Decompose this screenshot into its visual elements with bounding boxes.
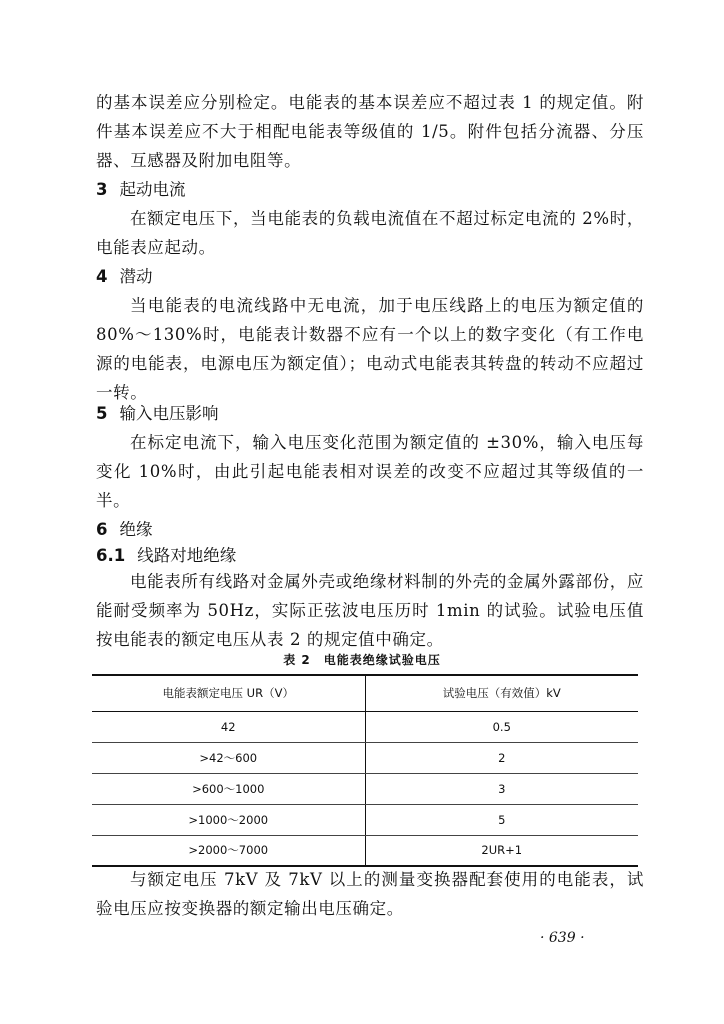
section-number: 4 xyxy=(96,267,108,286)
test-voltage-cell: 0.5 xyxy=(365,711,638,742)
rated-voltage-cell: 42 xyxy=(92,711,365,742)
section-title: 潜动 xyxy=(119,267,153,286)
column-header-rated-voltage: 电能表额定电压 UR（V） xyxy=(92,675,365,711)
test-voltage-cell: 5 xyxy=(365,804,638,835)
section-4-paragraph: 当电能表的电流线路中无电流，加于电压线路上的电压为额定值的 80%～130%时，电能表计数器不应有一个以上的数字变化（有工作电源的电能表，电源电压为额定值）；电动式电能表其转盘的转动不应超过一转。 xyxy=(96,296,644,402)
section-title: 线路对地绝缘 xyxy=(137,546,237,565)
section-number: 6 xyxy=(96,520,108,539)
section-title: 绝缘 xyxy=(119,520,153,539)
section-title: 输入电压影响 xyxy=(119,404,219,423)
intro-paragraph: 的基本误差应分别检定。电能表的基本误差应不超过表 1 的规定值。附件基本误差应不大于相配电能表等级值的 1/5。附件包括分流器、分压器、互感器及附加电阻等。 xyxy=(96,93,644,170)
section-title: 起动电流 xyxy=(119,180,186,199)
rated-voltage-cell: >600～1000 xyxy=(92,773,365,804)
test-voltage-cell: 3 xyxy=(365,773,638,804)
table-header-row xyxy=(92,675,638,711)
table-caption: 表 2 电能表绝缘试验电压 xyxy=(283,653,441,667)
closing-paragraph: 与额定电压 7kV 及 7kV 以上的测量变换器配套使用的电能表，试验电压应按变换器的额定输出电压确定。 xyxy=(96,870,644,918)
table-row xyxy=(92,804,638,835)
column-header-test-voltage: 试验电压（有效值）kV xyxy=(365,675,638,711)
section-6-1-heading xyxy=(96,541,236,570)
rated-voltage-cell: >42～600 xyxy=(92,742,365,773)
rated-voltage-cell: >2000～7000 xyxy=(92,835,365,866)
section-6-heading xyxy=(96,515,152,544)
section-5-paragraph: 在标定电流下，输入电压变化范围为额定值的 ±30%，输入电压每变化 10%时，由此引起电能表相对误差的改变不应超过其等级值的一半。 xyxy=(96,433,644,510)
rated-voltage-cell: >1000～2000 xyxy=(92,804,365,835)
table-row xyxy=(92,773,638,804)
table-row xyxy=(92,742,638,773)
section-number: 6.1 xyxy=(96,546,126,565)
section-number: 5 xyxy=(96,404,108,423)
test-voltage-cell: 2 xyxy=(365,742,638,773)
insulation-test-table xyxy=(92,674,638,867)
section-3-heading xyxy=(96,175,185,204)
table-row xyxy=(92,835,638,866)
table-row xyxy=(92,711,638,742)
page-number: · 639 · xyxy=(540,930,585,946)
section-4-heading xyxy=(96,262,152,291)
section-6-1-paragraph: 电能表所有线路对金属外壳或绝缘材料制的外壳的金属外露部份，应能耐受频率为 50Hz，实际正弦波电压历时 1min 的试验。试验电压值按电能表的额定电压从表 2 的规定值中确定。 xyxy=(96,572,644,649)
section-number: 3 xyxy=(96,180,108,199)
section-3-paragraph: 在额定电压下，当电能表的负载电流值在不超过标定电流的 2%时，电能表应起动。 xyxy=(96,209,644,257)
section-5-heading xyxy=(96,399,218,428)
test-voltage-cell: 2UR+1 xyxy=(365,835,638,866)
